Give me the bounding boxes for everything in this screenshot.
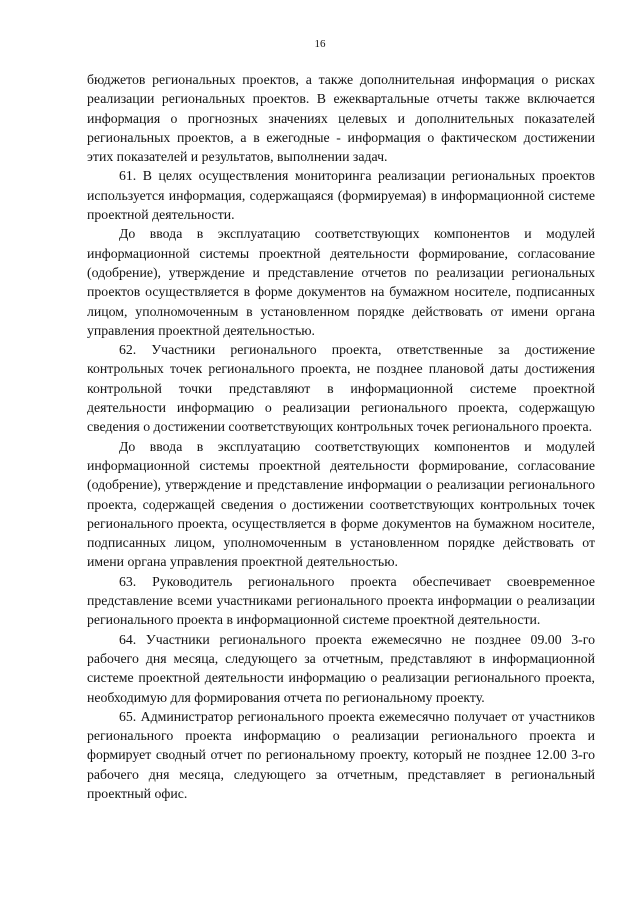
paragraph: 63. Руководитель регионального проекта обеспечивает своевременное представление всеми участниками регионального проекта информации о реализации регионального проекта в информационной системе проектной деятельности. [87, 573, 595, 628]
paragraph: бюджетов региональных проектов, а также дополнительная информация о рисках реализации региональных проектов. В ежеквартальные отчеты также включается информация о прогнозных значениях целевых и дополнительных показателей региональных проектов, а в ежегодные - информация о фактическом достижении этих показателей и результатов, выполнении задач. [87, 72, 595, 165]
document-body [87, 70, 595, 803]
page-number: 16 [314, 38, 326, 50]
paragraph: 65. Администратор регионального проекта ежемесячно получает от участников регионального проекта информацию о реализации регионального проекта и формирует сводный отчет по региональному проекту, который не позднее 12.00 3-го рабочего дня месяца, следующего за отчетным, представляет в региональный проектный офис. [87, 708, 595, 801]
paragraph: До ввода в эксплуатацию соответствующих компонентов и модулей информационной системы проектной деятельности формирование, согласование (одобрение), утверждение и представление отчетов по реализации региональных проектов осуществляется в форме документов на бумажном носителе, подписанных лицом, уполномоченным в установленном порядке действовать от имени органа управления проектной деятельностью. [87, 226, 595, 338]
paragraph: До ввода в эксплуатацию соответствующих компонентов и модулей информационной системы проектной деятельности формирование, согласование (одобрение), утверждение и представление информации о реализации регионального проекта, содержащей сведения о достижении соответствующих контрольных точек регионального проекта, осуществляется в форме документов на бумажном носителе, подписанных лицом, уполномоченным в установленном порядке действовать от имени органа управления проектной деятельностью. [87, 438, 595, 570]
paragraph: 61. В целях осуществления мониторинга реализации региональных проектов используется информация, содержащаяся (формируемая) в информационной системе проектной деятельности. [87, 168, 595, 223]
paragraph: 64. Участники регионального проекта ежемесячно не позднее 09.00 3-го рабочего дня месяца, следующего за отчетным, представляют в информационной системе проектной деятельности информацию о реализации регионального проекта, необходимую для формирования отчета по региональному проекту. [87, 631, 595, 705]
paragraph: 62. Участники регионального проекта, ответственные за достижение контрольных точек регионального проекта, не позднее плановой даты достижения контрольной точки представляют в информационной системе проектной деятельности информацию о реализации регионального проекта, содержащую сведения о достижении соответствующих контрольных точек регионального проекта. [87, 342, 595, 435]
